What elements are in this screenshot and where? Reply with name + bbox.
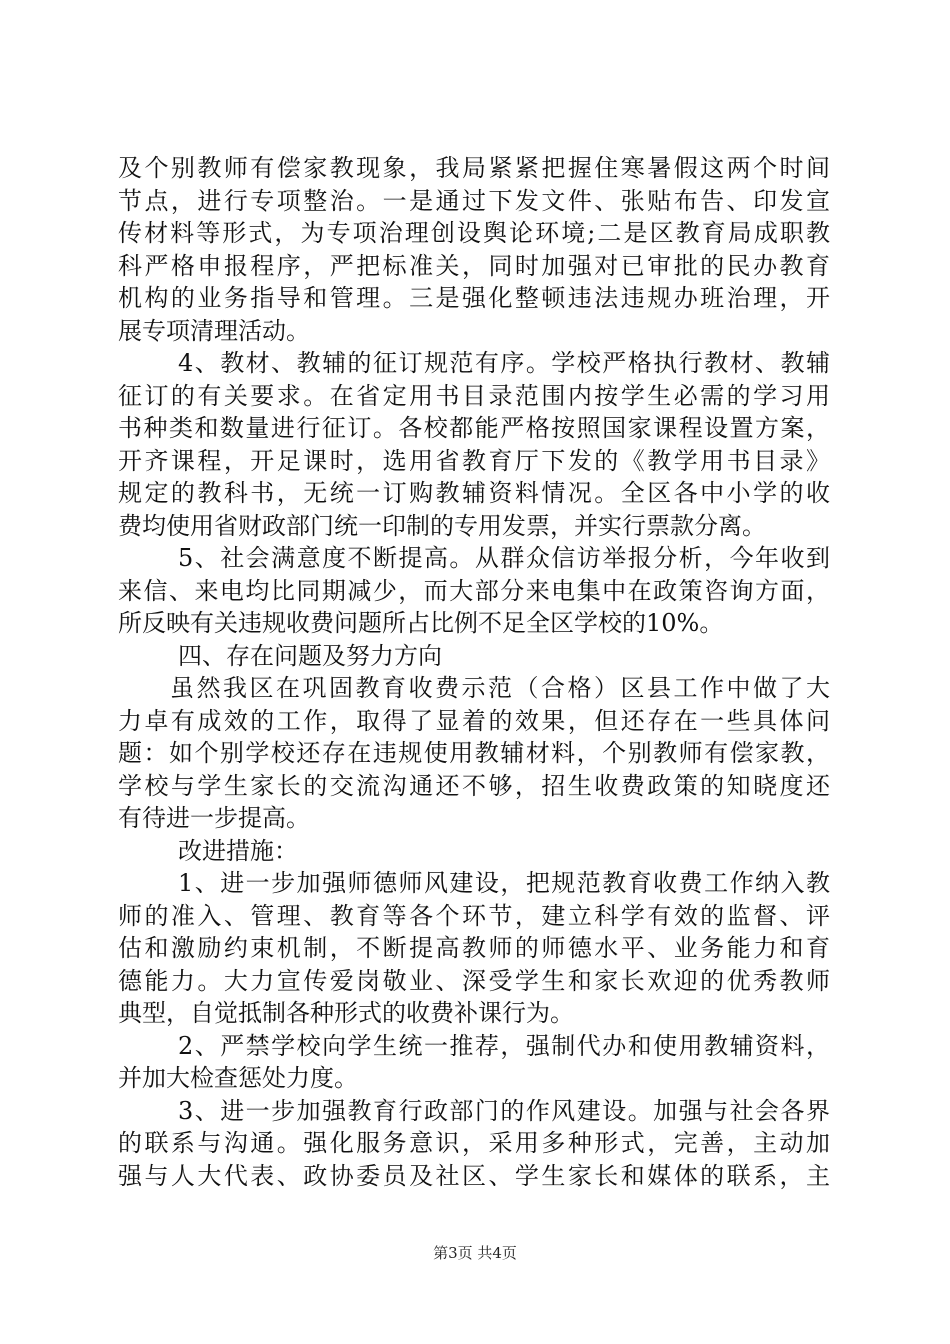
- text-line: 传材料等形式，为专项治理创设舆论环境;二是区教育局成职教: [118, 219, 830, 247]
- text-line: 德能力。大力宣传爱岗敬业、深受学生和家长欢迎的优秀教师: [118, 966, 830, 995]
- text-line: 节点，进行专项整治。一是通过下发文件、张贴布告、印发宣: [118, 186, 830, 215]
- text-line: 力卓有成效的工作，取得了显着的效果，但还存在一些具体问: [118, 706, 830, 735]
- section-heading: 四、存在问题及努力方向: [178, 641, 442, 670]
- text-line: 来信、来电均比同期减少，而大部分来电集中在政策咨询方面，: [118, 576, 830, 605]
- text-line: 规定的教科书，无统一订购教辅资料情况。全区各中小学的收: [118, 479, 830, 507]
- page-number-footer: 第3页 共4页: [433, 1244, 517, 1262]
- text-line: 并加大检查惩处力度。: [118, 1064, 358, 1092]
- text-line: 机构的业务指导和管理。三是强化整顿违法违规办班治理，开: [118, 284, 830, 312]
- text-line: 强与人大代表、政协委员及社区、学生家长和媒体的联系，主: [118, 1161, 830, 1190]
- text-line: 开齐课程，开足课时，选用省教育厅下发的《教学用书目录》: [118, 446, 830, 475]
- text-line: 5、社会满意度不断提高。从群众信访举报分析，今年收到: [178, 544, 830, 572]
- text-line: 虽然我区在巩固教育收费示范（合格）区县工作中做了大: [170, 674, 830, 702]
- text-line: 的联系与沟通。强化服务意识，采用多种形式，完善，主动加: [118, 1129, 830, 1157]
- text-line: 所反映有关违规收费问题所占比例不足全区学校的10%。: [118, 609, 724, 637]
- text-line: 征订的有关要求。在省定用书目录范围内按学生必需的学习用: [118, 381, 830, 410]
- text-line: 师的准入、管理、教育等各个环节，建立科学有效的监督、评: [118, 901, 830, 930]
- text-line: 4、教材、教辅的征订规范有序。学校严格执行教材、教辅: [178, 349, 830, 377]
- text-line: 1、进一步加强师德师风建设，把规范教育收费工作纳入教: [178, 869, 830, 897]
- text-line: 典型，自觉抵制各种形式的收费补课行为。: [118, 999, 574, 1027]
- text-line: 学校与学生家长的交流沟通还不够，招生收费政策的知晓度还: [118, 771, 830, 800]
- text-line: 科严格申报程序，严把标准关，同时加强对已审批的民办教育: [118, 251, 830, 280]
- text-line: 估和激励约束机制，不断提高教师的师德水平、业务能力和育: [118, 934, 830, 962]
- text-line: 及个别教师有偿家教现象，我局紧紧把握住寒暑假这两个时间: [118, 154, 830, 182]
- text-line: 有待进一步提高。: [118, 804, 310, 832]
- text-line: 3、进一步加强教育行政部门的作风建设。加强与社会各界: [178, 1096, 830, 1125]
- text-line: 书种类和数量进行征订。各校都能严格按照国家课程设置方案，: [118, 414, 830, 442]
- text-line: 费均使用省财政部门统一印制的专用发票，并实行票款分离。: [118, 511, 766, 540]
- text-line: 2、严禁学校向学生统一推荐，强制代办和使用教辅资料，: [178, 1031, 830, 1060]
- text-line: 题：如个别学校还存在违规使用教辅材料，个别教师有偿家教，: [118, 739, 830, 767]
- text-line: 展专项清理活动。: [118, 316, 310, 345]
- subsection-heading: 改进措施：: [178, 836, 298, 865]
- document-body: [118, 152, 830, 1192]
